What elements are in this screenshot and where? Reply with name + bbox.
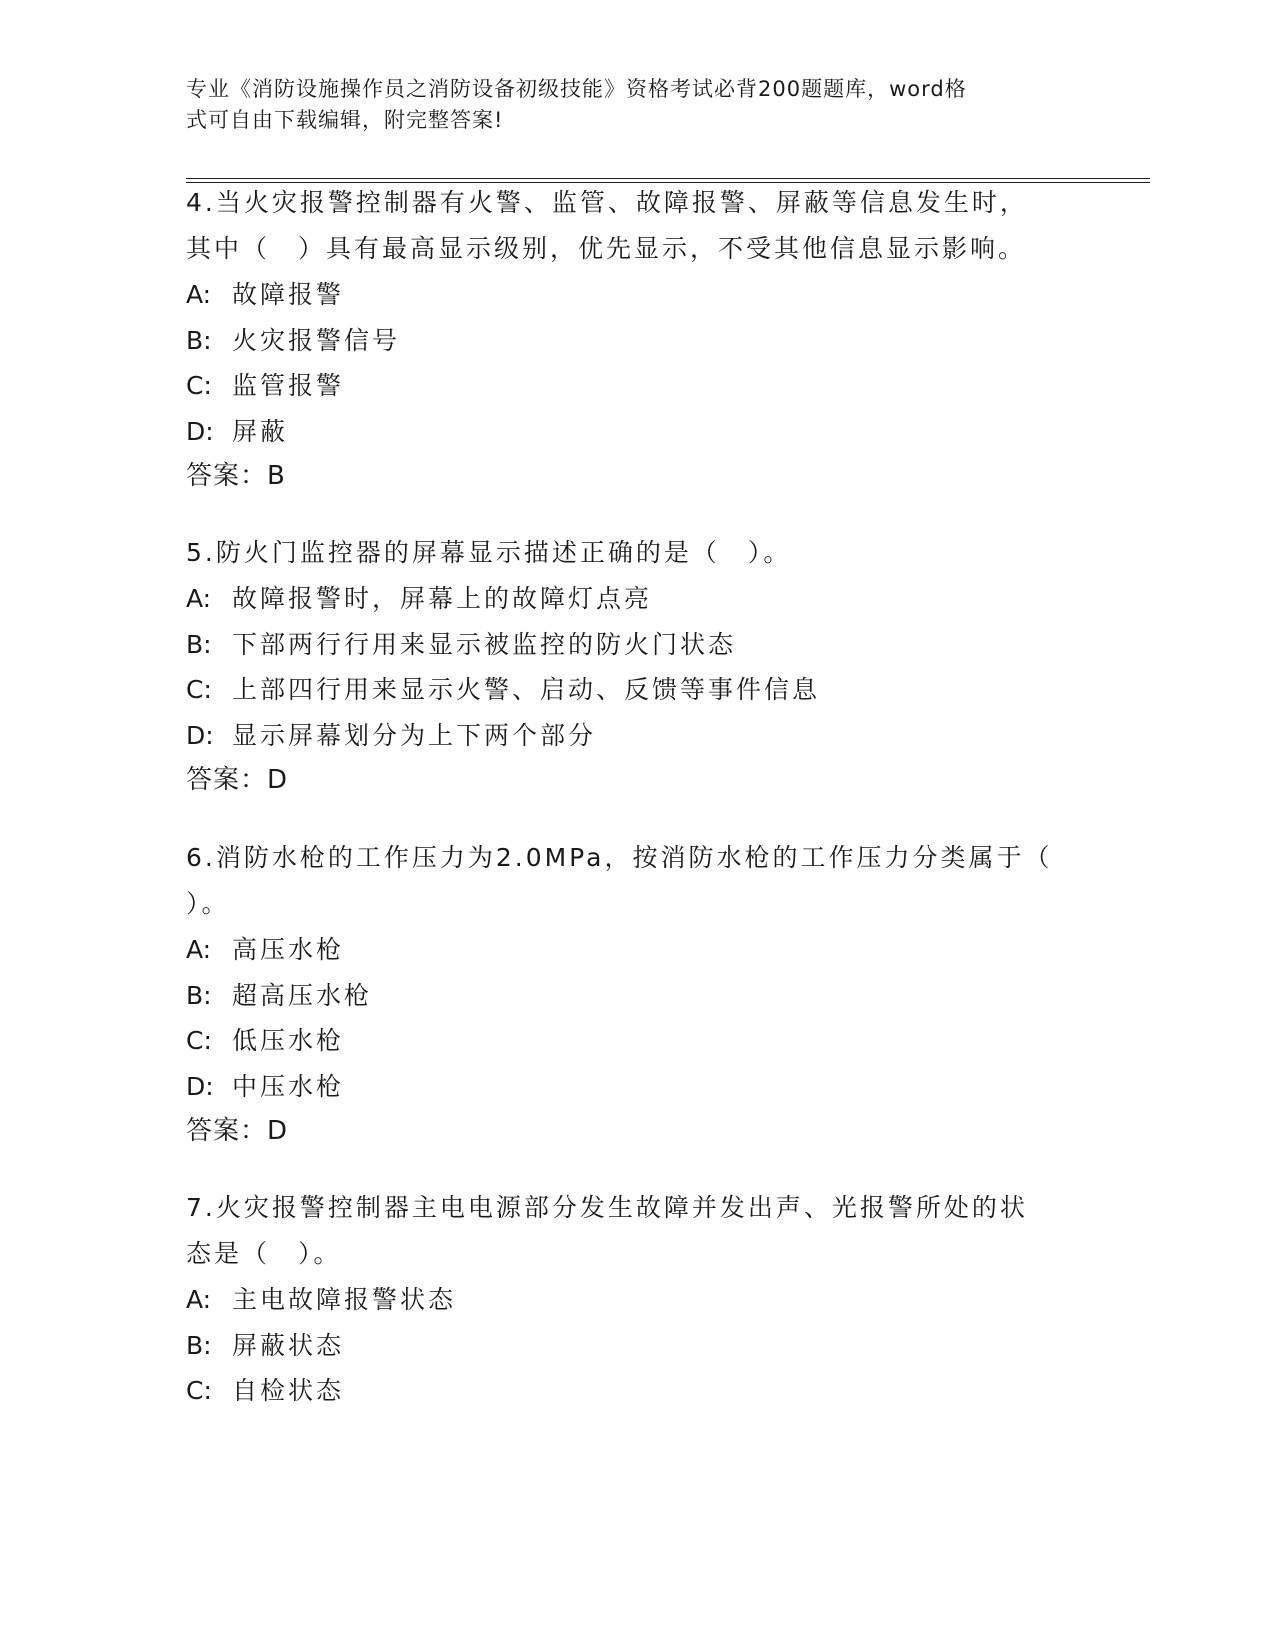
answer-line	[186, 1109, 1066, 1155]
option-letter: C:	[186, 371, 212, 400]
option-c	[186, 667, 1066, 713]
option-text: 上部四行用来显示火警、启动、反馈等事件信息	[232, 675, 821, 704]
question-stem-line: 5.防火门监控器的屏幕显示描述正确的是（ ）。	[186, 538, 792, 567]
option-letter: A:	[186, 1285, 212, 1314]
option-letter: A:	[186, 584, 212, 613]
answer-value: B	[267, 461, 286, 491]
option-text: 屏蔽状态	[232, 1330, 345, 1360]
option-text: 下部两行行用来显示被监控的防火门状态	[232, 629, 737, 659]
option-letter: C:	[186, 675, 212, 704]
option-a	[186, 1277, 1066, 1323]
option-letter: C:	[186, 1376, 212, 1405]
option-letter: B:	[186, 629, 212, 659]
question-stem-line: 4.当火灾报警控制器有火警、监管、故障报警、屏蔽等信息发生时，	[186, 188, 1028, 217]
option-letter: B:	[186, 325, 212, 355]
option-letter: B:	[186, 1330, 212, 1360]
option-text: 自检状态	[232, 1376, 345, 1405]
question-stem-line: 态是（ ）。	[186, 1239, 342, 1268]
answer-line	[186, 454, 1066, 500]
option-text: 高压水枪	[232, 935, 345, 964]
option-text: 故障报警时，屏幕上的故障灯点亮	[232, 584, 653, 613]
header-line-2: 式可自由下载编辑，附完整答案!	[186, 108, 504, 132]
option-a	[186, 576, 1066, 622]
option-letter: B:	[186, 980, 212, 1010]
option-letter: C:	[186, 1026, 212, 1055]
document-header	[186, 74, 1066, 136]
question-4	[186, 180, 1066, 500]
option-text: 火灾报警信号	[232, 325, 401, 355]
option-text: 中压水枪	[232, 1071, 345, 1101]
option-d	[186, 1064, 1066, 1110]
option-b	[186, 622, 1066, 668]
option-c	[186, 1018, 1066, 1064]
question-7	[186, 1185, 1066, 1414]
option-text: 低压水枪	[232, 1026, 345, 1055]
answer-label: 答案：	[186, 461, 268, 491]
option-text: 主电故障报警状态	[232, 1285, 457, 1314]
option-letter: A:	[186, 280, 212, 309]
option-b	[186, 1323, 1066, 1369]
option-b	[186, 318, 1066, 364]
question-6	[186, 835, 1066, 1155]
option-d	[186, 713, 1066, 759]
option-c	[186, 1368, 1066, 1414]
question-5	[186, 530, 1066, 804]
option-text: 屏蔽	[232, 416, 289, 446]
option-b	[186, 973, 1066, 1019]
question-stem-line: 6.消防水枪的工作压力为2.0MPa，按消防水枪的工作压力分类属于（	[186, 843, 1053, 872]
question-stem-line: 7.火灾报警控制器主电电源部分发生故障并发出声、光报警所处的状	[186, 1193, 1028, 1222]
question-stem-line: 其中（ ）具有最高显示级别，优先显示，不受其他信息显示影响。	[186, 234, 1027, 263]
header-line-1: 专业《消防设施操作员之消防设备初级技能》资格考试必背200题题库，word格	[186, 77, 967, 101]
option-c	[186, 363, 1066, 409]
option-letter: D:	[186, 720, 214, 750]
option-d	[186, 409, 1066, 455]
option-a	[186, 272, 1066, 318]
answer-label: 答案：	[186, 765, 268, 795]
option-letter: D:	[186, 1071, 214, 1101]
option-a	[186, 927, 1066, 973]
answer-value: D	[267, 765, 289, 795]
option-letter: D:	[186, 416, 214, 446]
option-text: 故障报警	[232, 280, 345, 309]
question-stem-line: ）。	[186, 889, 230, 918]
answer-value: D	[267, 1116, 289, 1146]
answer-line	[186, 758, 1066, 804]
option-letter: A:	[186, 935, 212, 964]
option-text: 显示屏幕划分为上下两个部分	[232, 720, 597, 750]
option-text: 监管报警	[232, 371, 345, 400]
option-text: 超高压水枪	[232, 980, 373, 1010]
answer-label: 答案：	[186, 1116, 268, 1146]
